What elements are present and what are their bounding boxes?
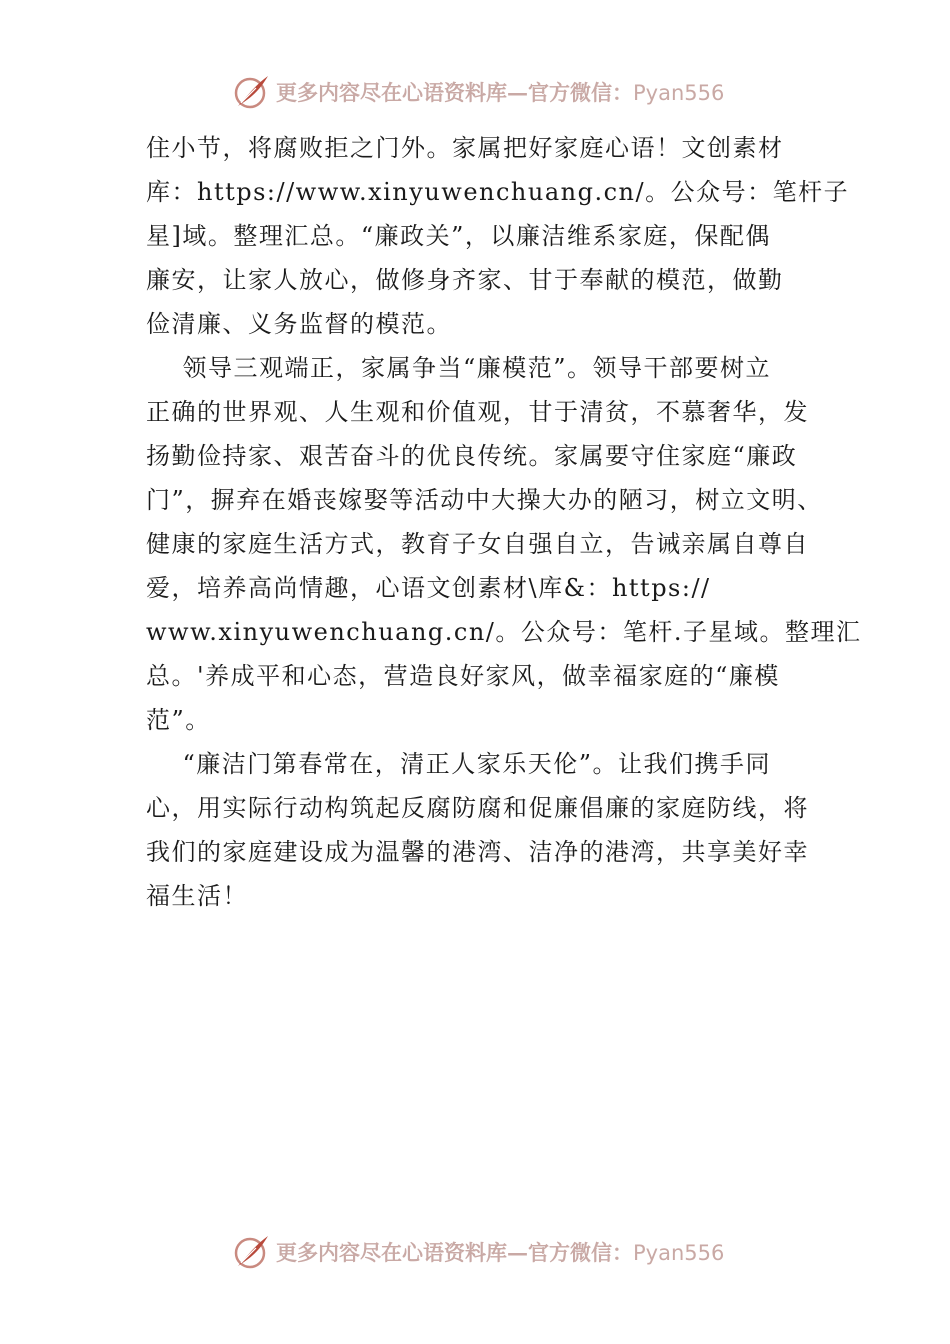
text-line: 住小节，将腐败拒之门外。家属把好家庭心语！文创素材 xyxy=(146,134,784,162)
header-wechat-id: Pyan556 xyxy=(633,81,725,105)
text-line: 星]域。整理汇总。“廉政关”，以廉洁维系家庭，保配偶 xyxy=(146,222,771,250)
text-line: 廉安，让家人放心，做修身齐家、甘于奉献的模范，做勤 xyxy=(146,266,784,294)
header-banner-text: 更多内容尽在心语资料库—官方微信：Pyan556 xyxy=(276,80,725,105)
footer-wechat-id: Pyan556 xyxy=(633,1241,725,1265)
footer-banner xyxy=(232,1232,724,1272)
text-line: 俭清廉、义务监督的模范。 xyxy=(146,310,452,338)
text-line: 扬勤俭持家、艰苦奋斗的优良传统。家属要守住家庭“廉政 xyxy=(146,442,798,470)
text-line: “廉洁门第春常在，清正人家乐天伦”。让我们携手同 xyxy=(146,750,772,778)
text-line: 福生活！ xyxy=(146,882,248,910)
text-line: www.xinyuwenchuang.cn/。公众号：笔杆.子星域。整理汇 xyxy=(146,618,862,646)
header-banner xyxy=(232,72,724,112)
text-line: 总。'养成平和心态，营造良好家风，做幸福家庭的“廉模 xyxy=(146,662,780,690)
text-line: 爱，培养高尚情趣，心语文创素材\库&：https:// xyxy=(146,574,711,602)
footer-banner-text: 更多内容尽在心语资料库—官方微信：Pyan556 xyxy=(276,1240,725,1265)
text-line: 我们的家庭建设成为温馨的港湾、洁净的港湾，共享美好幸 xyxy=(146,838,809,866)
text-line: 库：https://www.xinyuwenchuang.cn/。公众号：笔杆子 xyxy=(146,178,850,206)
document-body xyxy=(146,126,862,918)
text-line: 领导三观端正，家属争当“廉模范”。领导干部要树立 xyxy=(146,354,772,382)
text-line: 心，用实际行动构筑起反腐防腐和促廉倡廉的家庭防线，将 xyxy=(146,794,809,822)
quill-logo-icon xyxy=(232,1232,272,1272)
text-line: 门”，摒弃在婚丧嫁娶等活动中大操大办的陋习，树立文明、 xyxy=(146,486,823,514)
text-line: 健康的家庭生活方式，教育子女自强自立，告诫亲属自尊自 xyxy=(146,530,809,558)
text-line: 范”。 xyxy=(146,706,211,734)
quill-logo-icon xyxy=(232,72,272,112)
text-line: 正确的世界观、人生观和价值观，甘于清贫，不慕奢华，发 xyxy=(146,398,809,426)
